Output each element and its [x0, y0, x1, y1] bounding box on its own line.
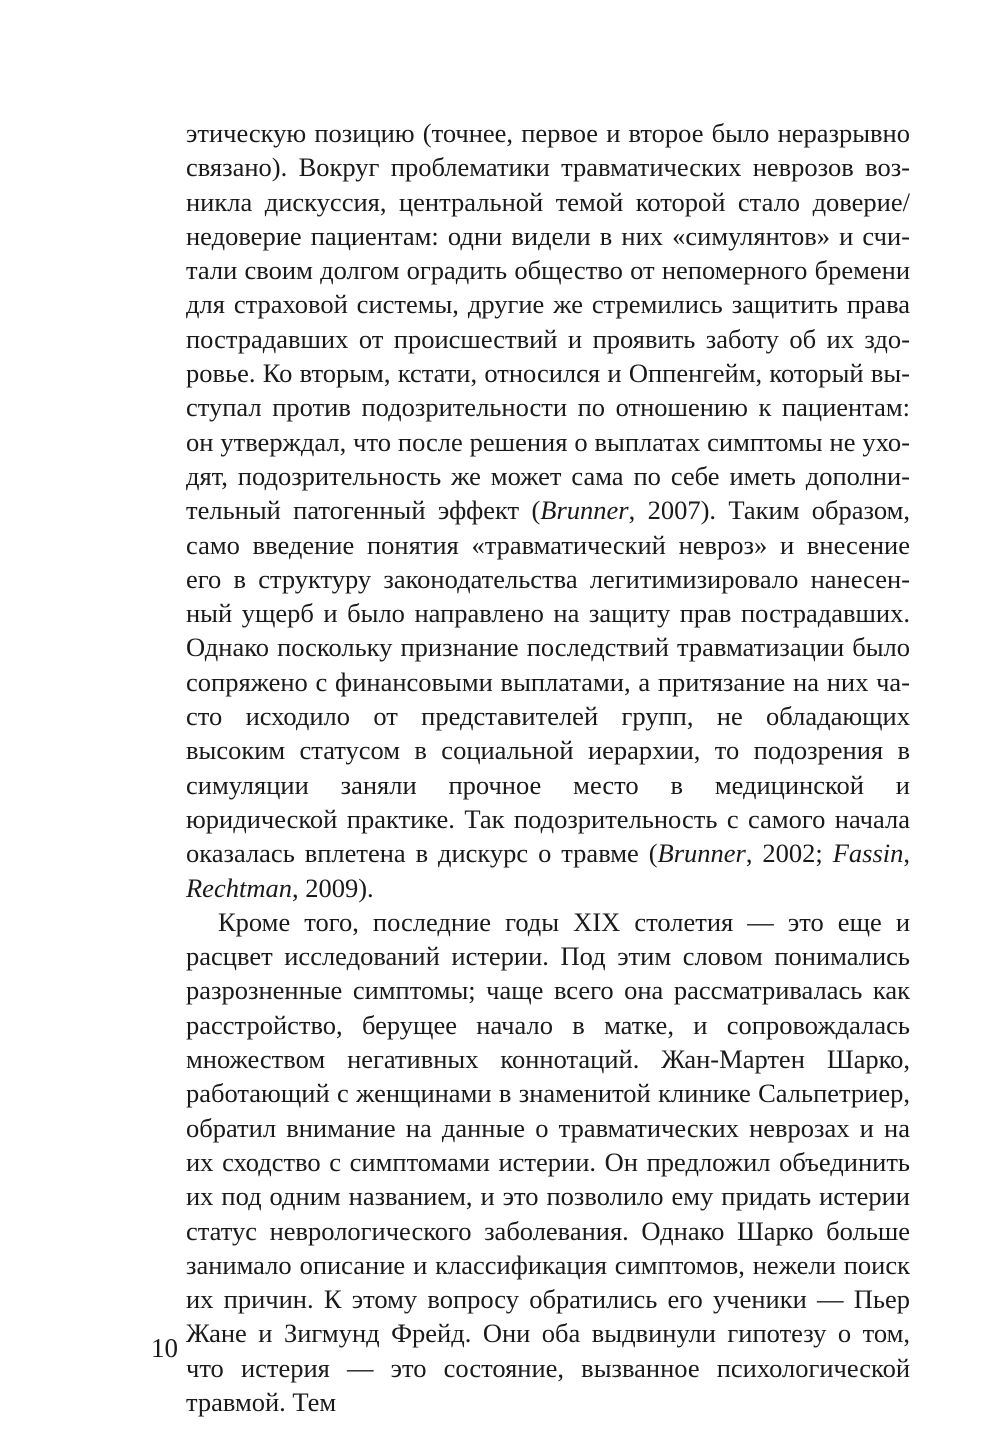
citation-author: Brunner [657, 838, 746, 869]
paragraph-2 [186, 905, 910, 1419]
text-run: , 2007). Таким образом, само введение понятия «травматический невроз» и внесение его в структуру законодательства легитимизировало нанесенный ущерб и было направлено на защиту прав пострадавших. Однако поскольку признание последствий травматизации было сопряжено с финансовыми выплатами, а притязание на них часто исходило от представителей групп, не обладающих высоким статусом в социальной иерархии, то подозрения в симуляции заняли прочное место в медицинской и юридической практике. Так подозрительность с самого начала оказалась вплетена в дискурс о травме ( [186, 495, 910, 869]
page-number: 10 [151, 1333, 178, 1363]
text-run: , 2002; [745, 838, 833, 869]
text-run: этическую позицию (точнее, первое и второе было неразрывно связано). Вокруг проблематики травматических неврозов возникла дискуссия, центральной темой которой стало доверие/​недоверие пациентам: одни видели в них «симулянтов» и считали своим долгом оградить общество от непомерного бремени для страховой системы, другие же стремились защитить права пострадавших от происшествий и проявить заботу об их здоровье. Ко вторым, кстати, относился и Оппенгейм, который выступал против подозрительности по отношению к пациентам: он утверждал, что после решения о выплатах симптомы не уходят, подозрительность же может сама по себе иметь дополнительный патогенный эффект ( [186, 118, 910, 526]
text-run: , [903, 838, 910, 869]
citation-author: Rechtman [186, 872, 292, 903]
text-run: , 2009). [291, 872, 374, 903]
text-run: Кроме того, последние годы XIX столетия — это еще и расцвет исследований истерии. Под этим словом понимались разрозненные симптомы; чаще всего она рассматривалась как расстройство, берущее начало в матке, и сопровождалась множеством негативных коннотаций. Жан-Мартен Шарко, работающий с женщинами в знаменитой клинике Сальпетриер, обратил внимание на данные о травматических неврозах и на их сходство с симптомами истерии. Он предложил объединить их под одним названием, и это позволило ему придать истерии статус неврологического заболевания. Однако Шарко больше занимало описание и классификация симптомов, нежели поиск их причин. К этому вопросу обратились его ученики — Пьер Жане и Зигмунд Фрейд. Они оба выдвинули гипотезу о том, что истерия — это состояние, вызванное психологической травмой. Тем [186, 906, 910, 1417]
citation-author: Fassin [832, 838, 904, 869]
paragraph-1 [186, 116, 910, 905]
citation-author: Brunner [540, 495, 629, 526]
body-text [186, 116, 910, 1419]
